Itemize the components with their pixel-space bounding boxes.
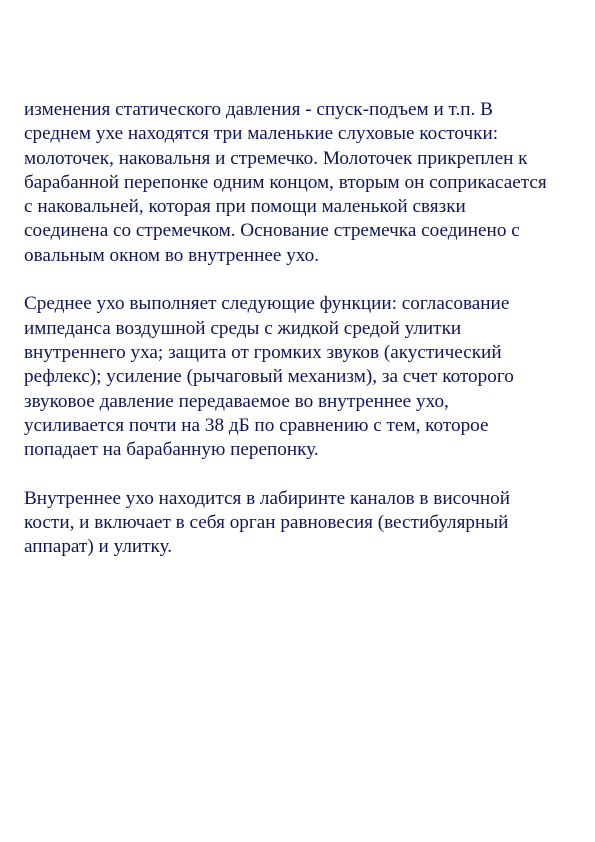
text-line: внутреннего уха; защита от громких звуков (акустический — [24, 341, 502, 363]
text-line: усиливается почти на 38 дБ по сравнению с тем, которое — [24, 414, 489, 436]
text-line: аппарат) и улитку. — [24, 536, 173, 558]
text-line: овальным окном во внутреннее ухо. — [24, 244, 320, 266]
text-line: среднем ухе находятся три маленькие слуховые косточки: — [24, 123, 499, 145]
text-line: соединена со стремечком. Основание стремечка соединено с — [24, 220, 520, 242]
paragraph-middle-ear-functions — [24, 292, 576, 462]
text-line: Среднее ухо выполняет следующие функции: согласование — [24, 293, 510, 315]
text-line: барабанной перепонке одним концом, вторым он соприкасается — [24, 171, 547, 193]
text-line: импеданса воздушной среды с жидкой средой улитки — [24, 317, 462, 339]
paragraph-inner-ear — [24, 487, 576, 560]
text-line: изменения статического давления - спуск-подъем и т.п. В — [24, 99, 493, 120]
paragraph-middle-ear-ossicles — [24, 98, 576, 268]
text-line: Внутреннее ухо находится в лабиринте каналов в височной — [24, 487, 510, 509]
text-line: с наковальней, которая при помощи маленькой связки — [24, 196, 466, 218]
text-line: кости, и включает в себя орган равновесия (вестибулярный — [24, 512, 509, 534]
text-line: звуковое давление передаваемое во внутреннее ухо, — [24, 390, 449, 412]
text-line: рефлекс); усиление (рычаговый механизм), за счет которого — [24, 366, 514, 388]
text-line: молоточек, наковальня и стремечко. Молоточек прикреплен к — [24, 147, 528, 169]
text-line: попадает на барабанную перепонку. — [24, 439, 319, 461]
document-body — [24, 98, 576, 560]
